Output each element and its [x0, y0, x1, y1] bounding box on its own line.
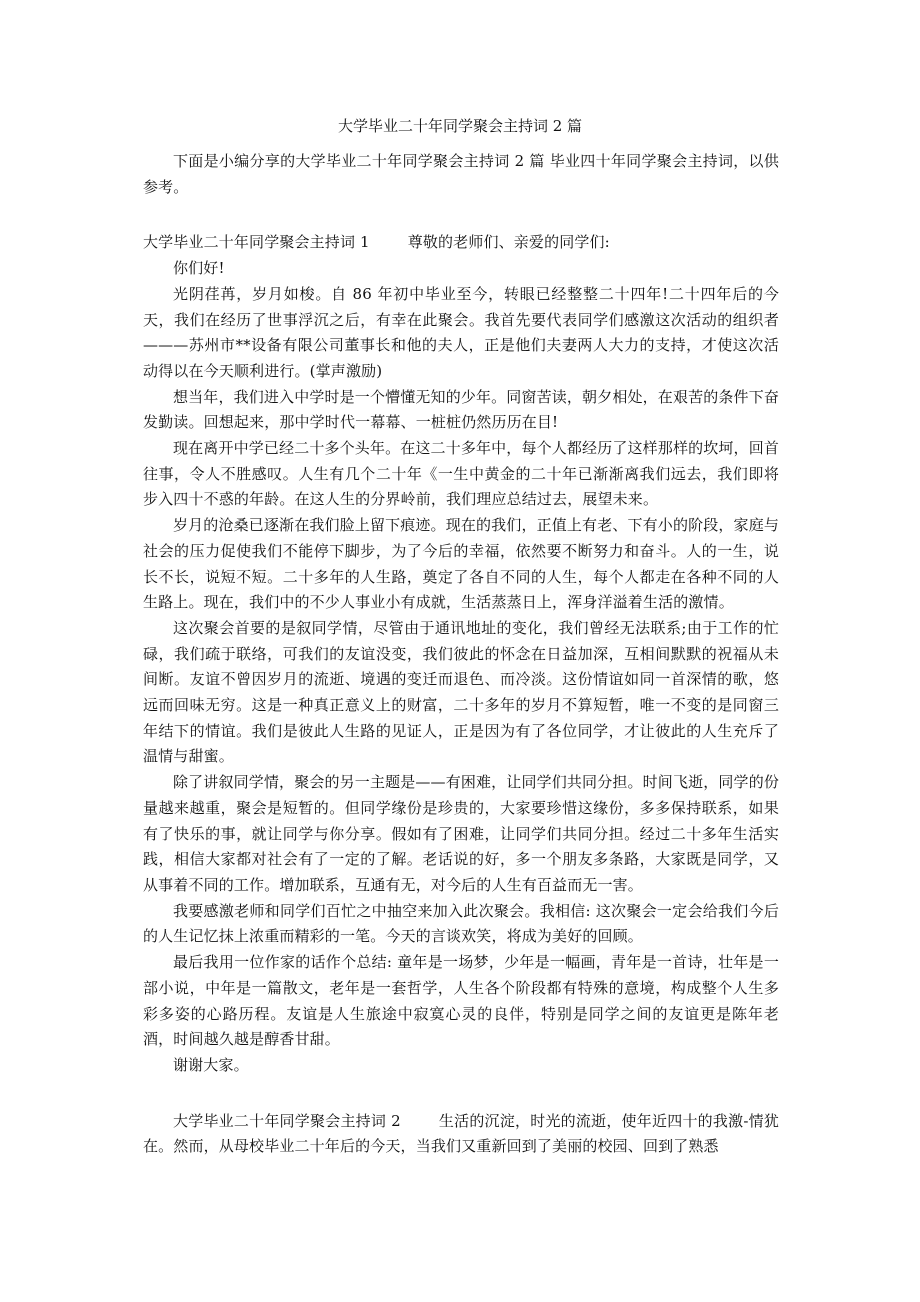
section-1-heading-line [143, 230, 779, 256]
section-1-greeting: 尊敬的老师们、亲爱的同学们: [407, 233, 610, 252]
section-2-paragraph [143, 1109, 779, 1160]
document-title: 大学毕业二十年同学聚会主持词 2 篇 [337, 117, 583, 135]
section-2-heading: 大学毕业二十年同学聚会主持词 2 [173, 1111, 401, 1130]
paragraph: 最后我用一位作家的话作个总结: 童年是一场梦，少年是一幅画，青年是一首诗，壮年是一部小说，中年是一篇散文，老年是一套哲学，人生各个阶段都有特殊的意境，构成整个人生多彩多姿的心路历程。友谊是人生旅途中寂寞心灵的良伴，特别是同学之间的友谊更是陈年老酒，时间越久越是醇香甘甜。 [143, 953, 779, 1049]
paragraph: 除了讲叙同学情，聚会的另一主题是——有困难，让同学们共同分担。时间飞逝，同学的份量越来越重，聚会是短暂的。但同学缘份是珍贵的，大家要珍惜这缘份，多多保持联系，如果有了快乐的事，就让同学与你分享。假如有了困难，让同学们共同分担。经过二十多年生活实践，相信大家都对社会有了一定的了解。老话说的好，多一个朋友多条路，大家既是同学，又从事着不同的工作。增加联系，互通有无，对今后的人生有百益而无一害。 [143, 773, 780, 894]
paragraph: 想当年，我们进入中学时是一个懵懂无知的少年。同窗苦读，朝夕相处，在艰苦的条件下奋发勤读。回想起来，那中学时代一幕幕、一桩桩仍然历历在目! [143, 387, 780, 432]
paragraph: 这次聚会首要的是叙同学情，尽管由于通讯地址的变化，我们曾经无法联系;由于工作的忙碌，我们疏于联络，可我们的友谊没变，我们彼此的怀念在日益加深，互相间默默的祝福从未间断。友谊不曾因岁月的流逝、境遇的变迁而退色、而冷淡。这份情谊如同一首深情的歌，悠远而回味无穷。这是一种真正意义上的财富，二十多年的岁月不算短暂，唯一不变的是同窗三年结下的情谊。我们是彼此人生路的见证人，正是因为有了各位同学，才让彼此的人生充斥了温情与甜蜜。 [143, 618, 779, 766]
paragraph: 我要感激老师和同学们百忙之中抽空来加入此次聚会。我相信: 这次聚会一定会给我们今后的人生记忆抹上浓重而精彩的一笔。今天的言谈欢笑，将成为美好的回顾。 [143, 901, 779, 946]
section-1-heading: 大学毕业二十年同学聚会主持词 1 [143, 233, 370, 252]
section-2-text: 生活的沉淀，时光的流逝，使年近四十的我激-情犹在。然而，从母校毕业二十年后的今天，当我们又重新回到了美丽的校园、回到了熟悉 [143, 1111, 779, 1156]
paragraph: 谢谢大家。 [173, 1055, 249, 1074]
document-body [143, 149, 779, 1160]
intro-paragraph: 下面是小编分享的大学毕业二十年同学聚会主持词 2 篇 毕业四十年同学聚会主持词，以供参考。 [143, 152, 779, 196]
paragraph: 现在离开中学已经二十多个头年。在这二十多年中，每个人都经历了这样那样的坎坷，回首往事，令人不胜感叹。人生有几个二十年《一生中黄金的二十年已渐渐离我们远去，我们即将步入四十不惑的年龄。在这人生的分界岭前，我们理应总结过去，展望未来。 [143, 439, 780, 509]
paragraph: 你们好! [173, 259, 225, 278]
paragraph: 光阴荏苒，岁月如梭。自 86 年初中毕业至今，转眼已经整整二十四年!二十四年后的今天，我们在经历了世事浮沉之后，有幸在此聚会。我首先要代表同学们感激这次活动的组织者———苏州市**设备有限公司董事长和他的夫人，正是他们夫妻两人大力的支持，才使这次活动得以在今天顺利进行。(掌声激励) [143, 284, 779, 380]
paragraph: 岁月的沧桑已逐渐在我们脸上留下痕迹。现在的我们，正值上有老、下有小的阶段，家庭与社会的压力促使我们不能停下脚步，为了今后的幸福，依然要不断努力和奋斗。人的一生，说长不长，说短不短。二十多年的人生路，奠定了各自不同的人生，每个人都走在各种不同的人生路上。现在，我们中的不少人事业小有成就，生活蒸蒸日上，浑身洋溢着生活的激情。 [143, 516, 780, 612]
